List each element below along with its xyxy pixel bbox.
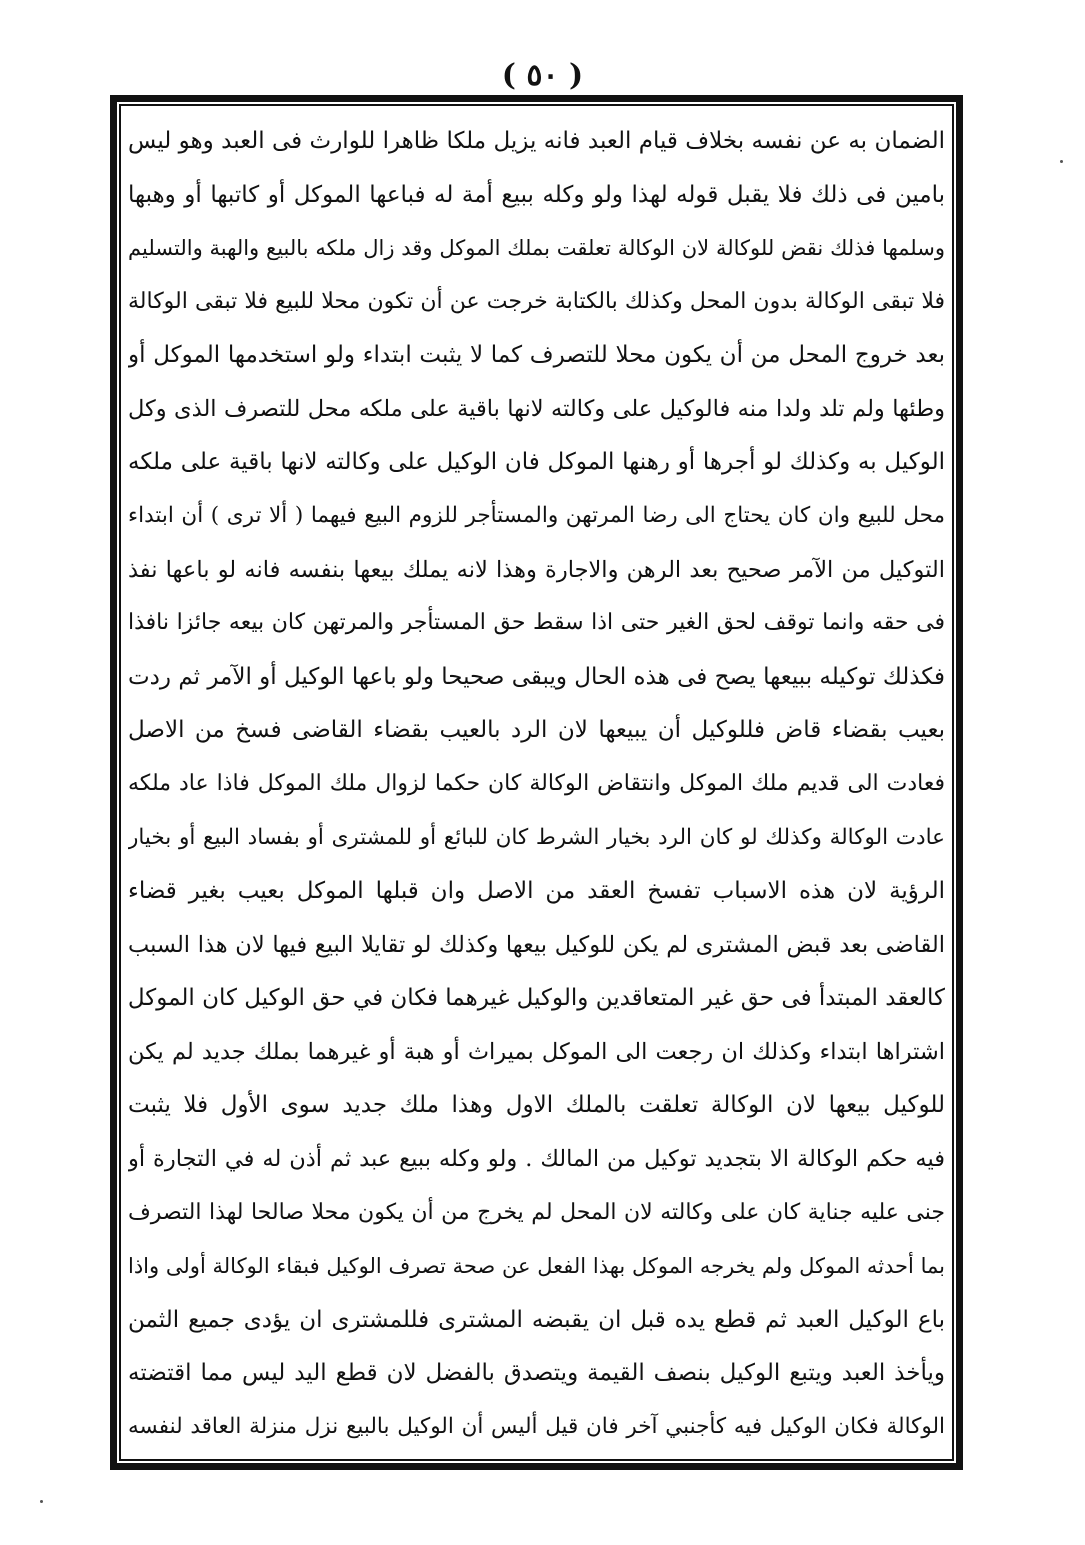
text-line: الوكيل به وكذلك لو أجرها أو رهنها الموكل فان الوكيل على وكالته لانها باقية على ملكه <box>128 449 945 476</box>
text-line: كالعقد المبتدأ فى حق غير المتعاقدين والوكيل غيرهما فكان في حق الوكيل كان الموكل <box>128 985 945 1012</box>
text-line: محل للبيع وان كان يحتاج الى رضا المرتهن والمستأجر للزوم البيع فيهما ( ألا ترى ) أن ابتداء <box>128 503 945 529</box>
text-line: فيه حكم الوكالة الا بتجديد توكيل من المالك . ولو وكله ببيع عبد ثم أذن له في التجارة أو <box>128 1145 945 1172</box>
text-line: ويأخذ العبد ويتبع الوكيل بنصف القيمة ويتصدق بالفضل لان قطع اليد ليس مما اقتضته <box>128 1360 945 1387</box>
scan-speck <box>40 1500 43 1503</box>
text-line: بعيب بقضاء قاض فللوكيل أن يبيعها لان الرد بالعيب بقضاء القاضى فسخ من الاصل <box>128 717 945 744</box>
scan-speck <box>1060 160 1063 163</box>
text-line: وطئها ولم تلد ولدا منه فالوكيل على وكالته لانها باقية على ملكه محل للتصرف الذى وكل <box>128 395 945 422</box>
text-line: فعادت الى قديم ملك الموكل وانتقاض الوكالة كان حكما لزوال ملك الموكل فاذا عاد ملكه <box>128 770 945 796</box>
text-line: فلا تبقى الوكالة بدون المحل وكذلك بالكتابة خرجت عن أن تكون محلا للبيع فلا تبقى الوكالة <box>128 288 945 314</box>
text-line: الرؤية لان هذه الاسباب تفسخ العقد من الاصل وان قبلها الموكل بعيب بغير قضاء <box>128 878 945 905</box>
text-line: بعد خروج المحل من أن يكون محلا للتصرف كما لا يثبت ابتداء ولو استخدمها الموكل أو <box>128 342 945 369</box>
text-line: للوكيل بيعها لان الوكالة تعلقت بالملك الاول وهذا ملك جديد سوى الأول فلا يثبت <box>128 1092 945 1119</box>
main-text-block <box>128 116 945 1452</box>
text-line: وسلمها فذلك نقض للوكالة لان الوكالة تعلقت بملك الموكل وقد زال ملكه بالبيع والهبة والتسليم <box>128 236 945 261</box>
text-line: باع الوكيل العبد ثم قطع يده قبل ان يقبضه المشترى فللمشترى ان يؤدى جميع الثمن <box>128 1306 945 1333</box>
text-line: التوكيل من الآمر صحيح بعد الرهن والاجارة وهذا لانه يملك بيعها بنفسه فانه لو باعها نفذ <box>128 556 945 583</box>
text-line: الوكالة فكان الوكيل فيه كأجنبي آخر فان قيل أليس أن الوكيل بالبيع نزل منزلة العاقد لنفسه <box>128 1413 945 1439</box>
text-line: بامين فى ذلك فلا يقبل قوله لهذا ولو وكله ببيع أمة له فباعها الموكل أو كاتبها أو وهبها <box>128 181 945 208</box>
text-line: فى حقه وانما توقف لحق الغير حتى اذا سقط حق المستأجر والمرتهن كان بيعه جائزا نافذا <box>128 610 945 636</box>
text-line: فكذلك توكيله ببيعها يصح فى هذه الحال ويبقى صحيحا ولو باعها الوكيل أو الآمر ثم ردت <box>128 663 945 690</box>
text-line: عادت الوكالة وكذلك لو كان الرد بخيار الشرط كان للبائع أو للمشترى أو بفساد البيع أو بخيار <box>128 824 945 850</box>
text-line: اشتراها ابتداء وكذلك ان رجعت الى الموكل بميراث أو هبة أو غيرهما بملك جديد لم يكن <box>128 1038 945 1065</box>
page-number: ( ٥٠ ) <box>501 58 584 93</box>
text-line: القاضى بعد قبض المشترى لم يكن للوكيل بيعها وكذلك لو تقايلا البيع فيها لان هذا السبب <box>128 931 945 958</box>
text-line: جنى عليه جناية كان على وكالته لان المحل لم يخرج من أن يكون محلا صالحا لهذا التصرف <box>128 1199 945 1225</box>
text-line: الضمان به عن نفسه بخلاف قيام العبد فانه يزيل ملكا ظاهرا للوارث فى العبد وهو ليس <box>128 128 945 154</box>
text-line: بما أحدثه الموكل ولم يخرجه الموكل بهذا الفعل عن صحة تصرف الوكيل فبقاء الوكالة أولى واذا <box>128 1254 945 1279</box>
